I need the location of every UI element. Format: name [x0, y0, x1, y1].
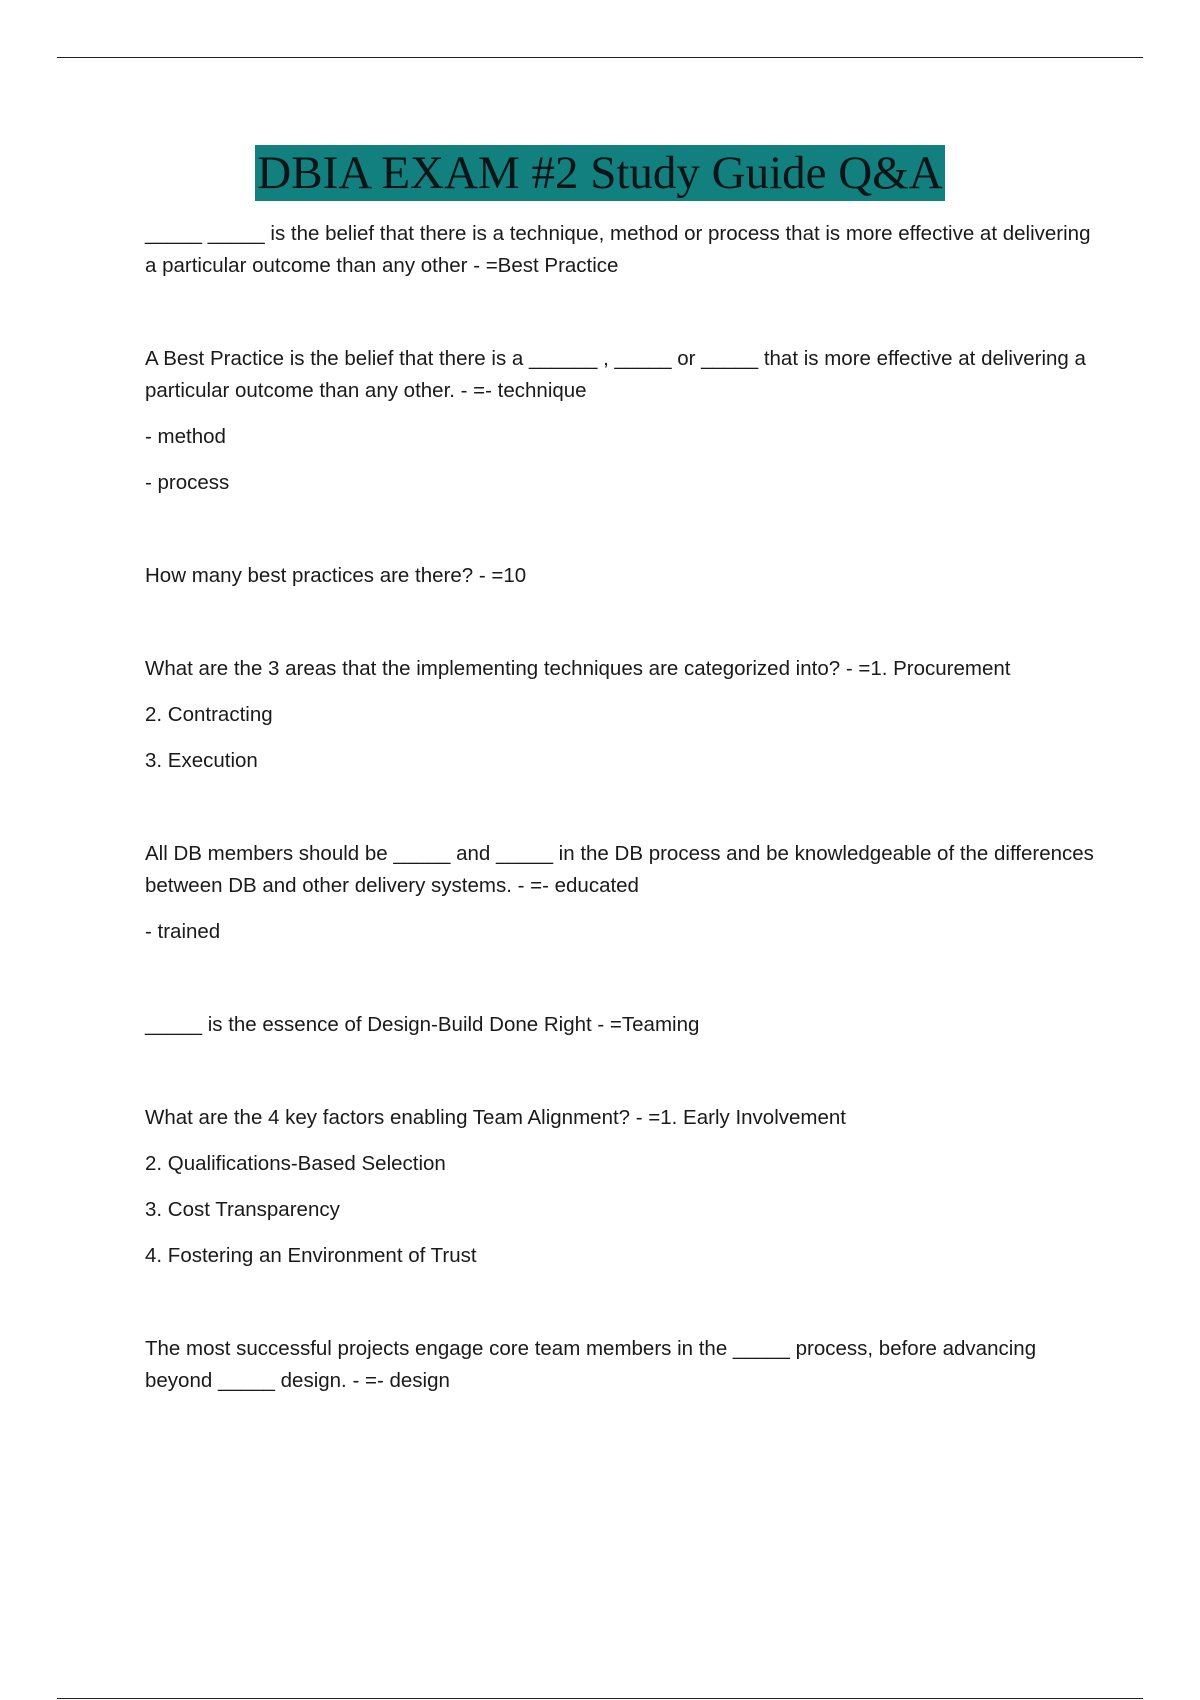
- qa-content: [145, 218, 1095, 1411]
- qa-question: What are the 4 key factors enabling Team Alignment? - =1. Early Involvement: [145, 1106, 846, 1129]
- document-title: DBIA EXAM #2 Study Guide Q&A: [257, 147, 943, 199]
- qa-question: _____ is the essence of Design-Build Done Right - =Teaming: [145, 1013, 700, 1036]
- qa-item: [145, 343, 1095, 499]
- qa-question: All DB members should be _____ and _____ in the DB process and be knowledgeable of the differences between DB and other delivery systems. - =- educated: [145, 842, 1094, 897]
- qa-spacer: [145, 1286, 1095, 1333]
- title-wrap: [0, 145, 1200, 201]
- qa-answer-line: - process: [145, 471, 230, 494]
- qa-answer-line: - trained: [145, 920, 221, 943]
- qa-spacer: [145, 513, 1095, 560]
- qa-spacer: [145, 791, 1095, 838]
- qa-spacer: [145, 606, 1095, 653]
- qa-item: [145, 560, 1095, 592]
- bottom-rule: [57, 1698, 1143, 1699]
- qa-item: [145, 1009, 1095, 1041]
- qa-answer-line: 3. Execution: [145, 749, 258, 772]
- qa-answer-line: 2. Contracting: [145, 703, 273, 726]
- qa-spacer: [145, 1055, 1095, 1102]
- top-rule: [57, 57, 1143, 58]
- qa-item: [145, 838, 1095, 948]
- qa-item: [145, 653, 1095, 777]
- qa-answer-line: 2. Qualifications-Based Selection: [145, 1152, 446, 1175]
- qa-item: [145, 1102, 1095, 1272]
- qa-question: How many best practices are there? - =10: [145, 564, 527, 587]
- qa-question: _____ _____ is the belief that there is a technique, method or process that is more effective at delivering a particular outcome than any other - =Best Practice: [145, 222, 1091, 277]
- qa-spacer: [145, 962, 1095, 1009]
- qa-answer-line: 4. Fostering an Environment of Trust: [145, 1244, 477, 1267]
- qa-question: A Best Practice is the belief that there is a ______ , _____ or _____ that is more effective at delivering a particular outcome than any other. - =- technique: [145, 347, 1086, 402]
- qa-spacer: [145, 296, 1095, 343]
- qa-item: [145, 1333, 1095, 1397]
- qa-question: The most successful projects engage core team members in the _____ process, before advancing beyond _____ design. - =- design: [145, 1337, 1037, 1392]
- qa-item: [145, 218, 1095, 282]
- qa-question: What are the 3 areas that the implementing techniques are categorized into? - =1. Procurement: [145, 657, 1011, 680]
- qa-answer-line: 3. Cost Transparency: [145, 1198, 340, 1221]
- qa-answer-line: - method: [145, 425, 226, 448]
